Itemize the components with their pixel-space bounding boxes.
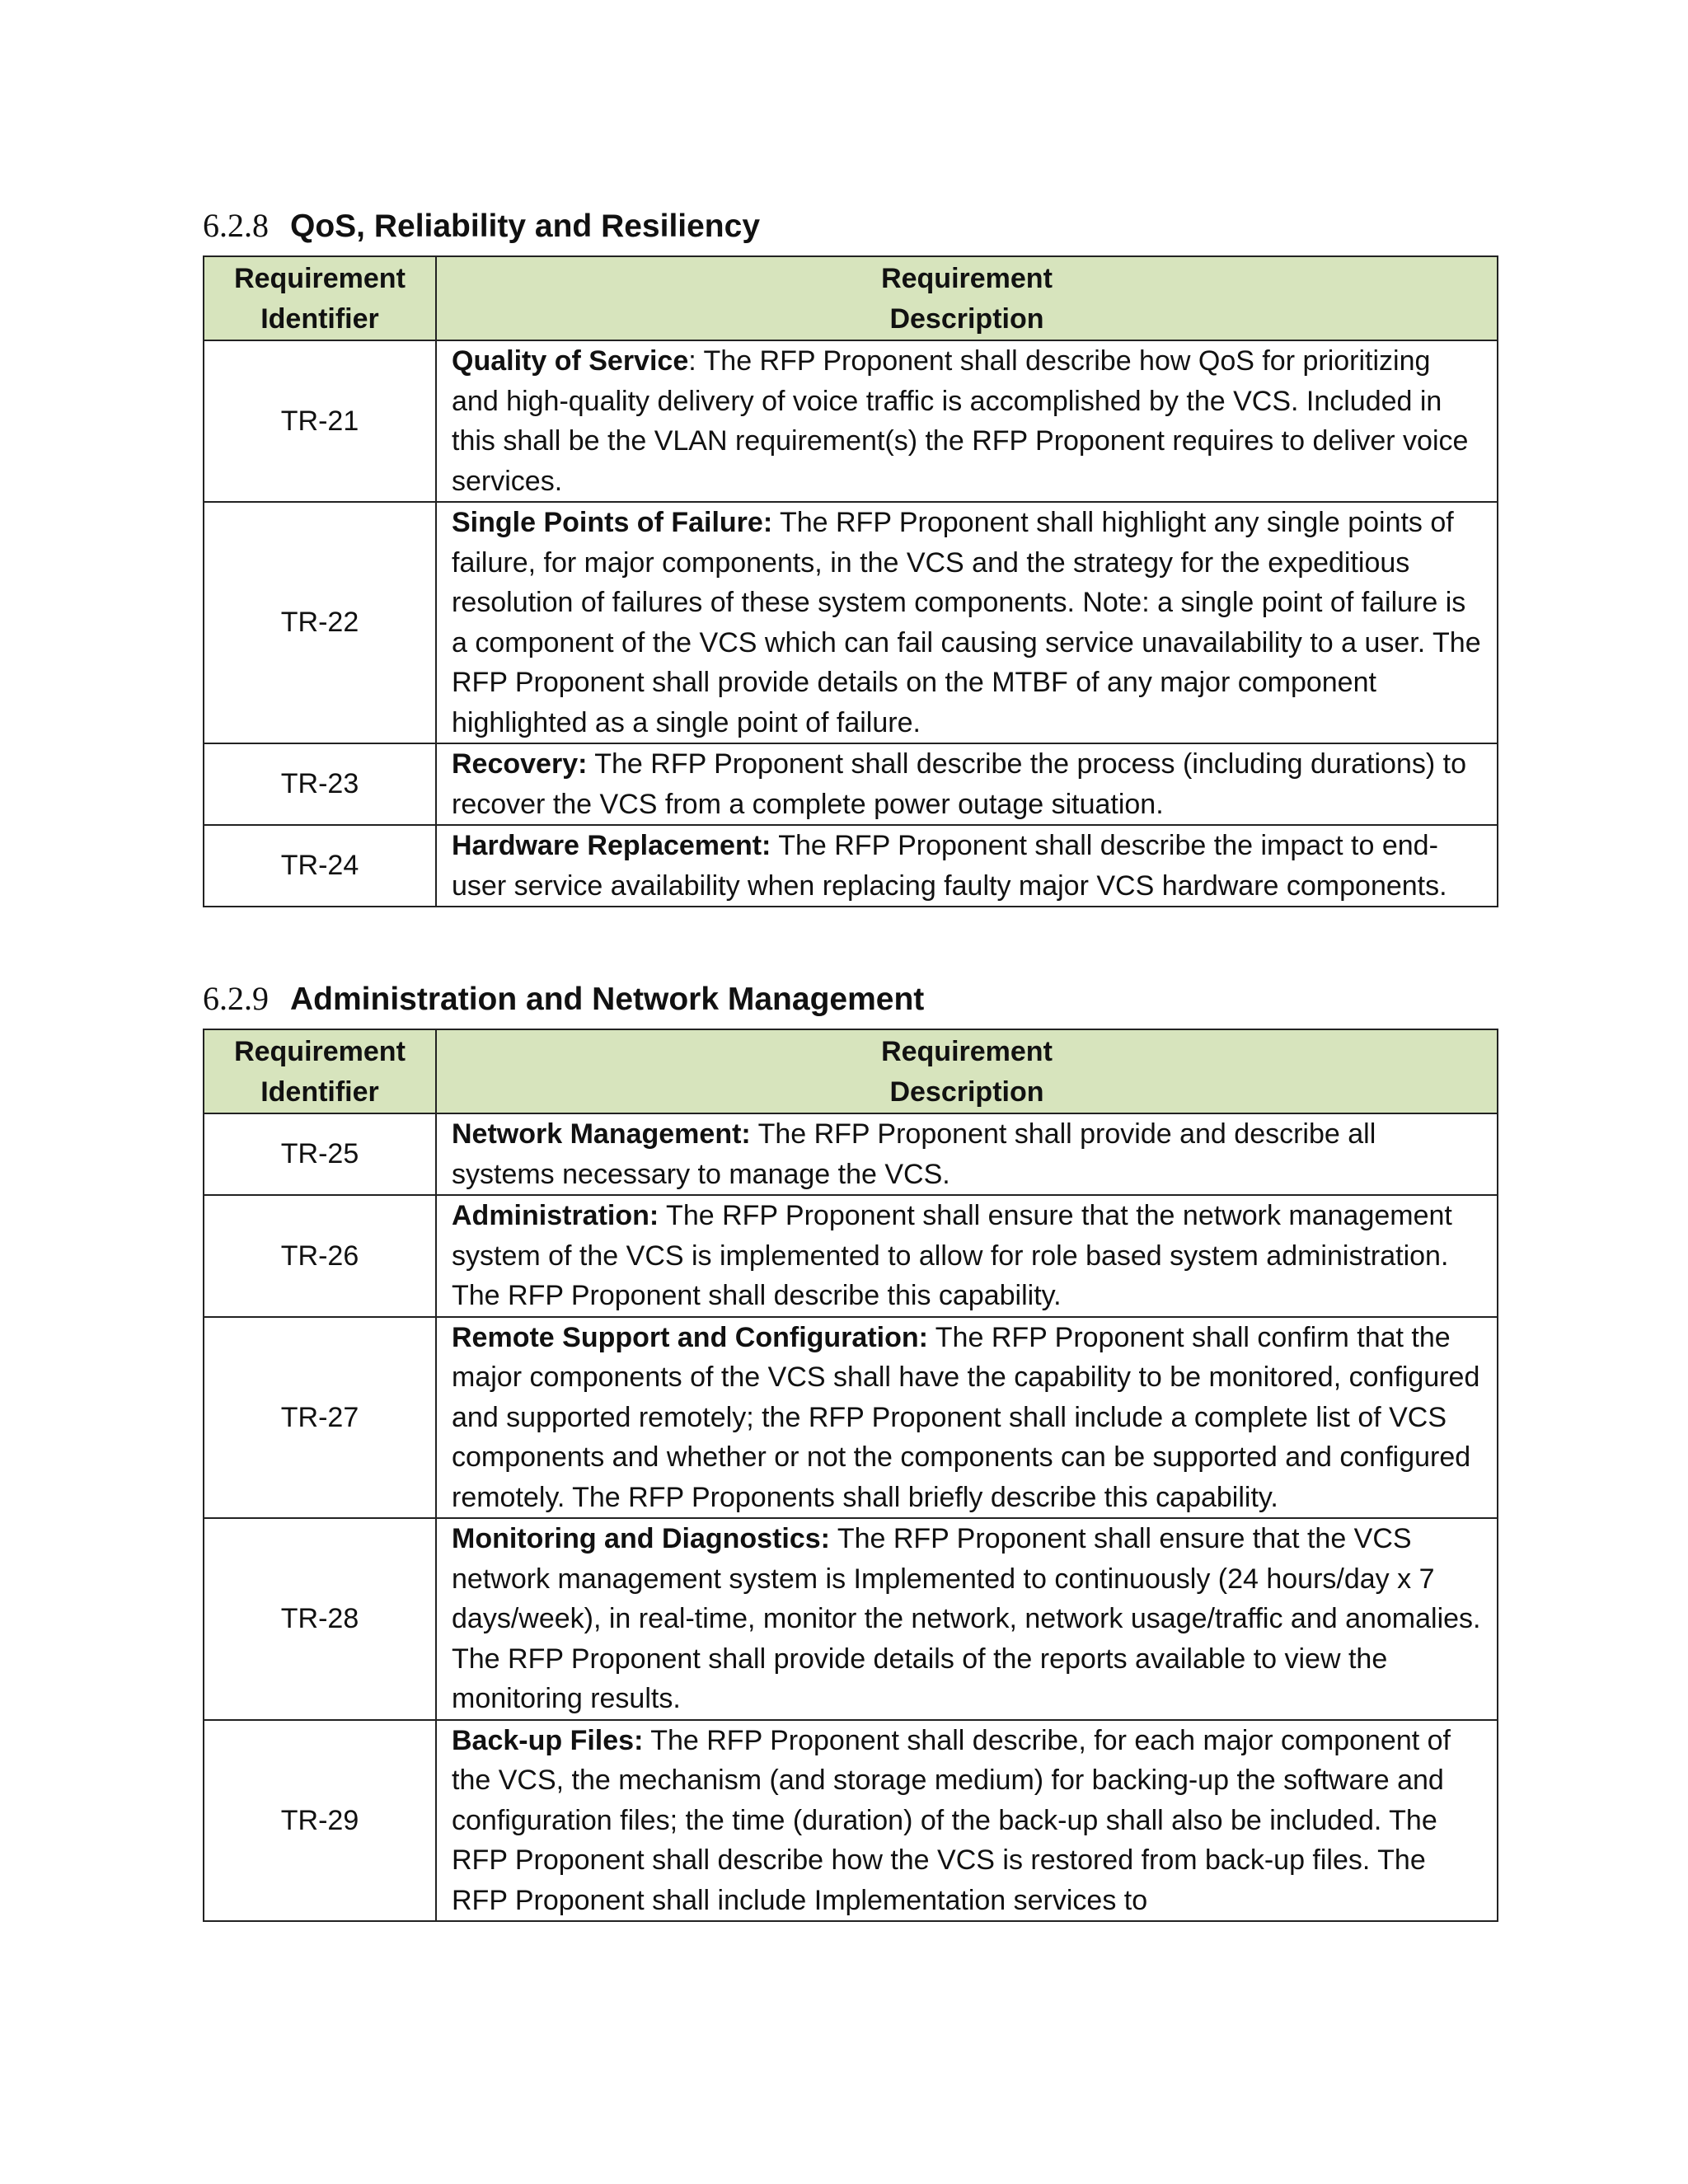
requirement-description: [436, 1195, 1498, 1317]
table-row: [204, 825, 1498, 907]
requirements-table: [203, 1029, 1498, 1922]
requirement-text: The RFP Proponent shall highlight any single points of failure, for major components, in the VCS and the strategy for the expeditious resolution of failures of these system components. Note: a single point of failure is a component of the VCS which can fail causing service unavailability to a user. The RFP Proponent shall provide details on the MTBF of any major component highlighted as a single point of failure.: [452, 507, 1481, 738]
requirement-id: TR-26: [204, 1195, 436, 1317]
requirement-text: The RFP Proponent shall confirm that the major components of the VCS shall have the capability to be monitored, configured and supported remotely; the RFP Proponent shall include a complete list of VCS components and whether or not the components can be supported and configured remotely. The RFP Proponents shall briefly describe this capability.: [452, 1321, 1480, 1513]
header-requirement-description: [436, 256, 1498, 340]
requirement-id: TR-29: [204, 1720, 436, 1922]
requirement-description: [436, 1720, 1498, 1922]
requirement-id: TR-21: [204, 340, 436, 502]
requirement-text: The RFP Proponent shall describe, for each major component of the VCS, the mechanism (and storage medium) for backing-up the software and configuration files; the time (duration) of the back-up shall also be included. The RFP Proponent shall describe how the VCS is restored from back-up files. The RFP Proponent shall include Implementation services to: [452, 1724, 1451, 1916]
requirement-id: TR-27: [204, 1317, 436, 1519]
table-row: [204, 743, 1498, 825]
requirement-text: The RFP Proponent shall describe the process (including durations) to recover the VCS from a complete power outage situation.: [452, 748, 1466, 820]
header-requirement-identifier: [204, 256, 436, 340]
table-header-row: [204, 256, 1498, 340]
requirement-label: Back-up Files:: [452, 1724, 644, 1756]
requirement-description: [436, 502, 1498, 743]
section-number: 6.2.8: [203, 207, 269, 244]
header-text: Requirement: [881, 1036, 1053, 1067]
header-text: Description: [889, 302, 1044, 335]
table-row: [204, 1518, 1498, 1720]
requirement-label: Monitoring and Diagnostics:: [452, 1523, 830, 1554]
requirement-id: TR-23: [204, 743, 436, 825]
requirements-table: [203, 255, 1498, 907]
requirement-id: TR-25: [204, 1113, 436, 1195]
header-requirement-identifier: [204, 1029, 436, 1113]
requirement-text: The RFP Proponent shall provide and describe all systems necessary to manage the VCS.: [452, 1118, 1376, 1190]
requirement-description: [436, 825, 1498, 907]
section-administration-network-management: [203, 971, 1497, 1922]
header-text: Identifier: [260, 1076, 379, 1108]
requirement-label: Quality of Service: [452, 345, 689, 377]
requirement-label: Recovery:: [452, 748, 588, 780]
requirement-text: The RFP Proponent shall ensure that the network management system of the VCS is implemented to allow for role based system administration. The RFP Proponent shall describe this capability.: [452, 1200, 1452, 1311]
header-text: Requirement: [881, 263, 1053, 294]
table-row: [204, 1195, 1498, 1317]
table-header-row: [204, 1029, 1498, 1113]
table-row: [204, 1720, 1498, 1922]
requirement-description: [436, 1113, 1498, 1195]
section-heading: [203, 198, 1497, 246]
header-text: Requirement: [234, 1036, 406, 1067]
header-text: Description: [889, 1076, 1044, 1108]
requirement-label: Administration:: [452, 1200, 659, 1231]
requirement-text: The RFP Proponent shall ensure that the VCS network management system is Implemented to continuously (24 hours/day x 7 days/week), in real-time, monitor the network, network usage/traffic and anomalies. The RFP Proponent shall provide details of the reports available to view the monitoring results.: [452, 1523, 1481, 1714]
requirement-id: TR-24: [204, 825, 436, 907]
header-text: Requirement: [234, 263, 406, 294]
requirement-description: [436, 1518, 1498, 1720]
requirement-id: TR-28: [204, 1518, 436, 1720]
section-qos-reliability: [203, 198, 1497, 907]
table-row: [204, 1317, 1498, 1519]
section-number: 6.2.9: [203, 980, 269, 1017]
header-text: Identifier: [260, 302, 379, 335]
table-row: [204, 1113, 1498, 1195]
section-title: Administration and Network Management: [290, 982, 925, 1017]
section-heading: [203, 971, 1497, 1019]
table-row: [204, 502, 1498, 743]
requirement-label: Network Management:: [452, 1118, 751, 1150]
section-title: QoS, Reliability and Resiliency: [290, 209, 761, 244]
requirement-text: : The RFP Proponent shall describe how QoS for prioritizing and high-quality delivery of voice traffic is accomplished by the VCS. Included in this shall be the VLAN requirement(s) the RFP Proponent requires to deliver voice services.: [452, 345, 1469, 497]
requirement-id: TR-22: [204, 502, 436, 743]
requirement-label: Hardware Replacement:: [452, 830, 771, 861]
requirement-description: [436, 340, 1498, 502]
requirement-description: [436, 743, 1498, 825]
requirement-text: The RFP Proponent shall describe the impact to end-user service availability when replacing faulty major VCS hardware components.: [452, 830, 1447, 902]
requirement-description: [436, 1317, 1498, 1519]
header-requirement-description: [436, 1029, 1498, 1113]
table-row: [204, 340, 1498, 502]
requirement-label: Remote Support and Configuration:: [452, 1321, 928, 1353]
requirement-label: Single Points of Failure:: [452, 507, 773, 538]
